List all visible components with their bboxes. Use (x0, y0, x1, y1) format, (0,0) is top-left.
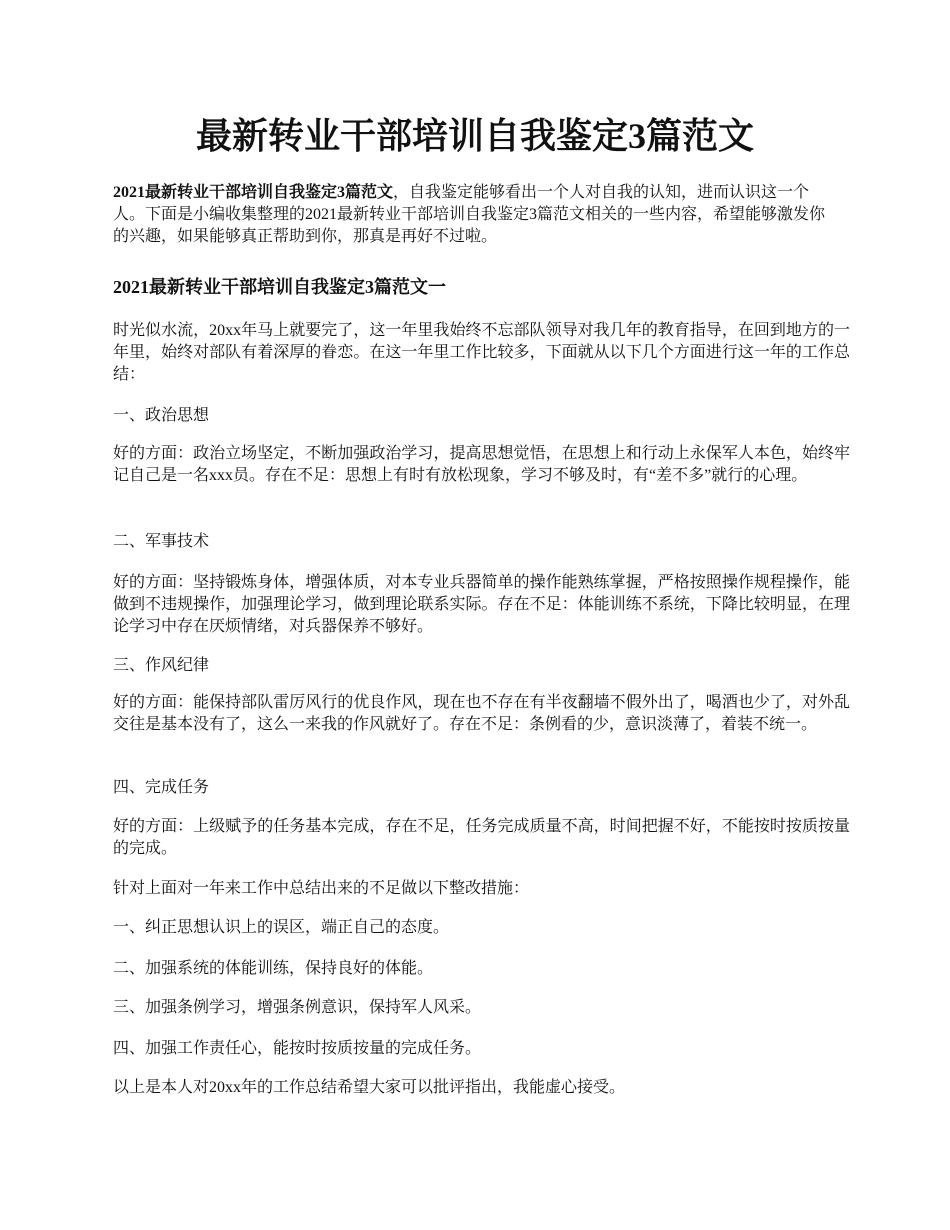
measure-item-1: 一、纠正思想认识上的误区，端正自己的态度。 (113, 919, 450, 936)
subheading-discipline: 三、作风纪律 (113, 657, 210, 674)
measure-item-4: 四、加强工作责任心，能按时按质按量的完成任务。 (113, 1040, 482, 1057)
measure-item-3: 三、加强条例学习，增强条例意识，保持军人风采。 (113, 999, 482, 1016)
intro-bold-lead: 2021最新转业干部培训自我鉴定3篇范文 (113, 184, 394, 201)
document-title: 最新转业干部培训自我鉴定3篇范文 (195, 116, 754, 156)
measure-item-2: 二、加强系统的体能训练，保持良好的体能。 (113, 960, 434, 977)
paragraph-closing: 以上是本人对20xx年的工作总结希望大家可以批评指出，我能虚心接受。 (113, 1079, 626, 1096)
subheading-military: 二、军事技术 (113, 533, 210, 550)
paragraph-politics: 好的方面：政治立场坚定，不断加强政治学习，提高思想觉悟，在思想上和行动上永保军人本色，始终牢记自己是一名xxx员。存在不足：思想上有时有放松现象，学习不够及时，有“差不多”就行的心理。 (113, 445, 850, 484)
paragraph-measures-intro: 针对上面对一年来工作中总结出来的不足做以下整改措施： (113, 880, 530, 897)
subheading-politics: 一、政治思想 (113, 407, 210, 424)
intro-paragraph (113, 182, 838, 248)
paragraph-opening: 时光似水流，20xx年马上就要完了，这一年里我始终不忘部队领导对我几年的教育指导，在回到地方的一年里，始终对部队有着深厚的眷恋。在这一年里工作比较多，下面就从以下几个方面进行这一年的工作总结： (113, 322, 850, 383)
intro-text: ，自我鉴定能够看出一个人对自我的认知，进而认识这一个人。下面是小编收集整理的2021最新转业干部培训自我鉴定3篇范文相关的一些内容，希望能够激发你的兴趣，如果能够真正帮助到你，那真是再好不过啦。 (113, 184, 826, 245)
subheading-tasks: 四、完成任务 (113, 779, 210, 796)
paragraph-discipline: 好的方面：能保持部队雷厉风行的优良作风，现在也不存在有半夜翻墙不假外出了，喝酒也少了，对外乱交往是基本没有了，这么一来我的作风就好了。存在不足：条例看的少，意识淡薄了，着装不统一。 (113, 694, 850, 733)
paragraph-military: 好的方面：坚持锻炼身体，增强体质，对本专业兵器简单的操作能熟练掌握，严格按照操作规程操作，能做到不违规操作，加强理论学习，做到理论联系实际。存在不足：体能训练不系统，下降比较明显，在理论学习中存在厌烦情绪，对兵器保养不够好。 (113, 574, 850, 635)
section-heading: 2021最新转业干部培训自我鉴定3篇范文一 (113, 277, 446, 297)
paragraph-tasks: 好的方面：上级赋予的任务基本完成，存在不足，任务完成质量不高，时间把握不好，不能按时按质按量的完成。 (113, 818, 850, 857)
